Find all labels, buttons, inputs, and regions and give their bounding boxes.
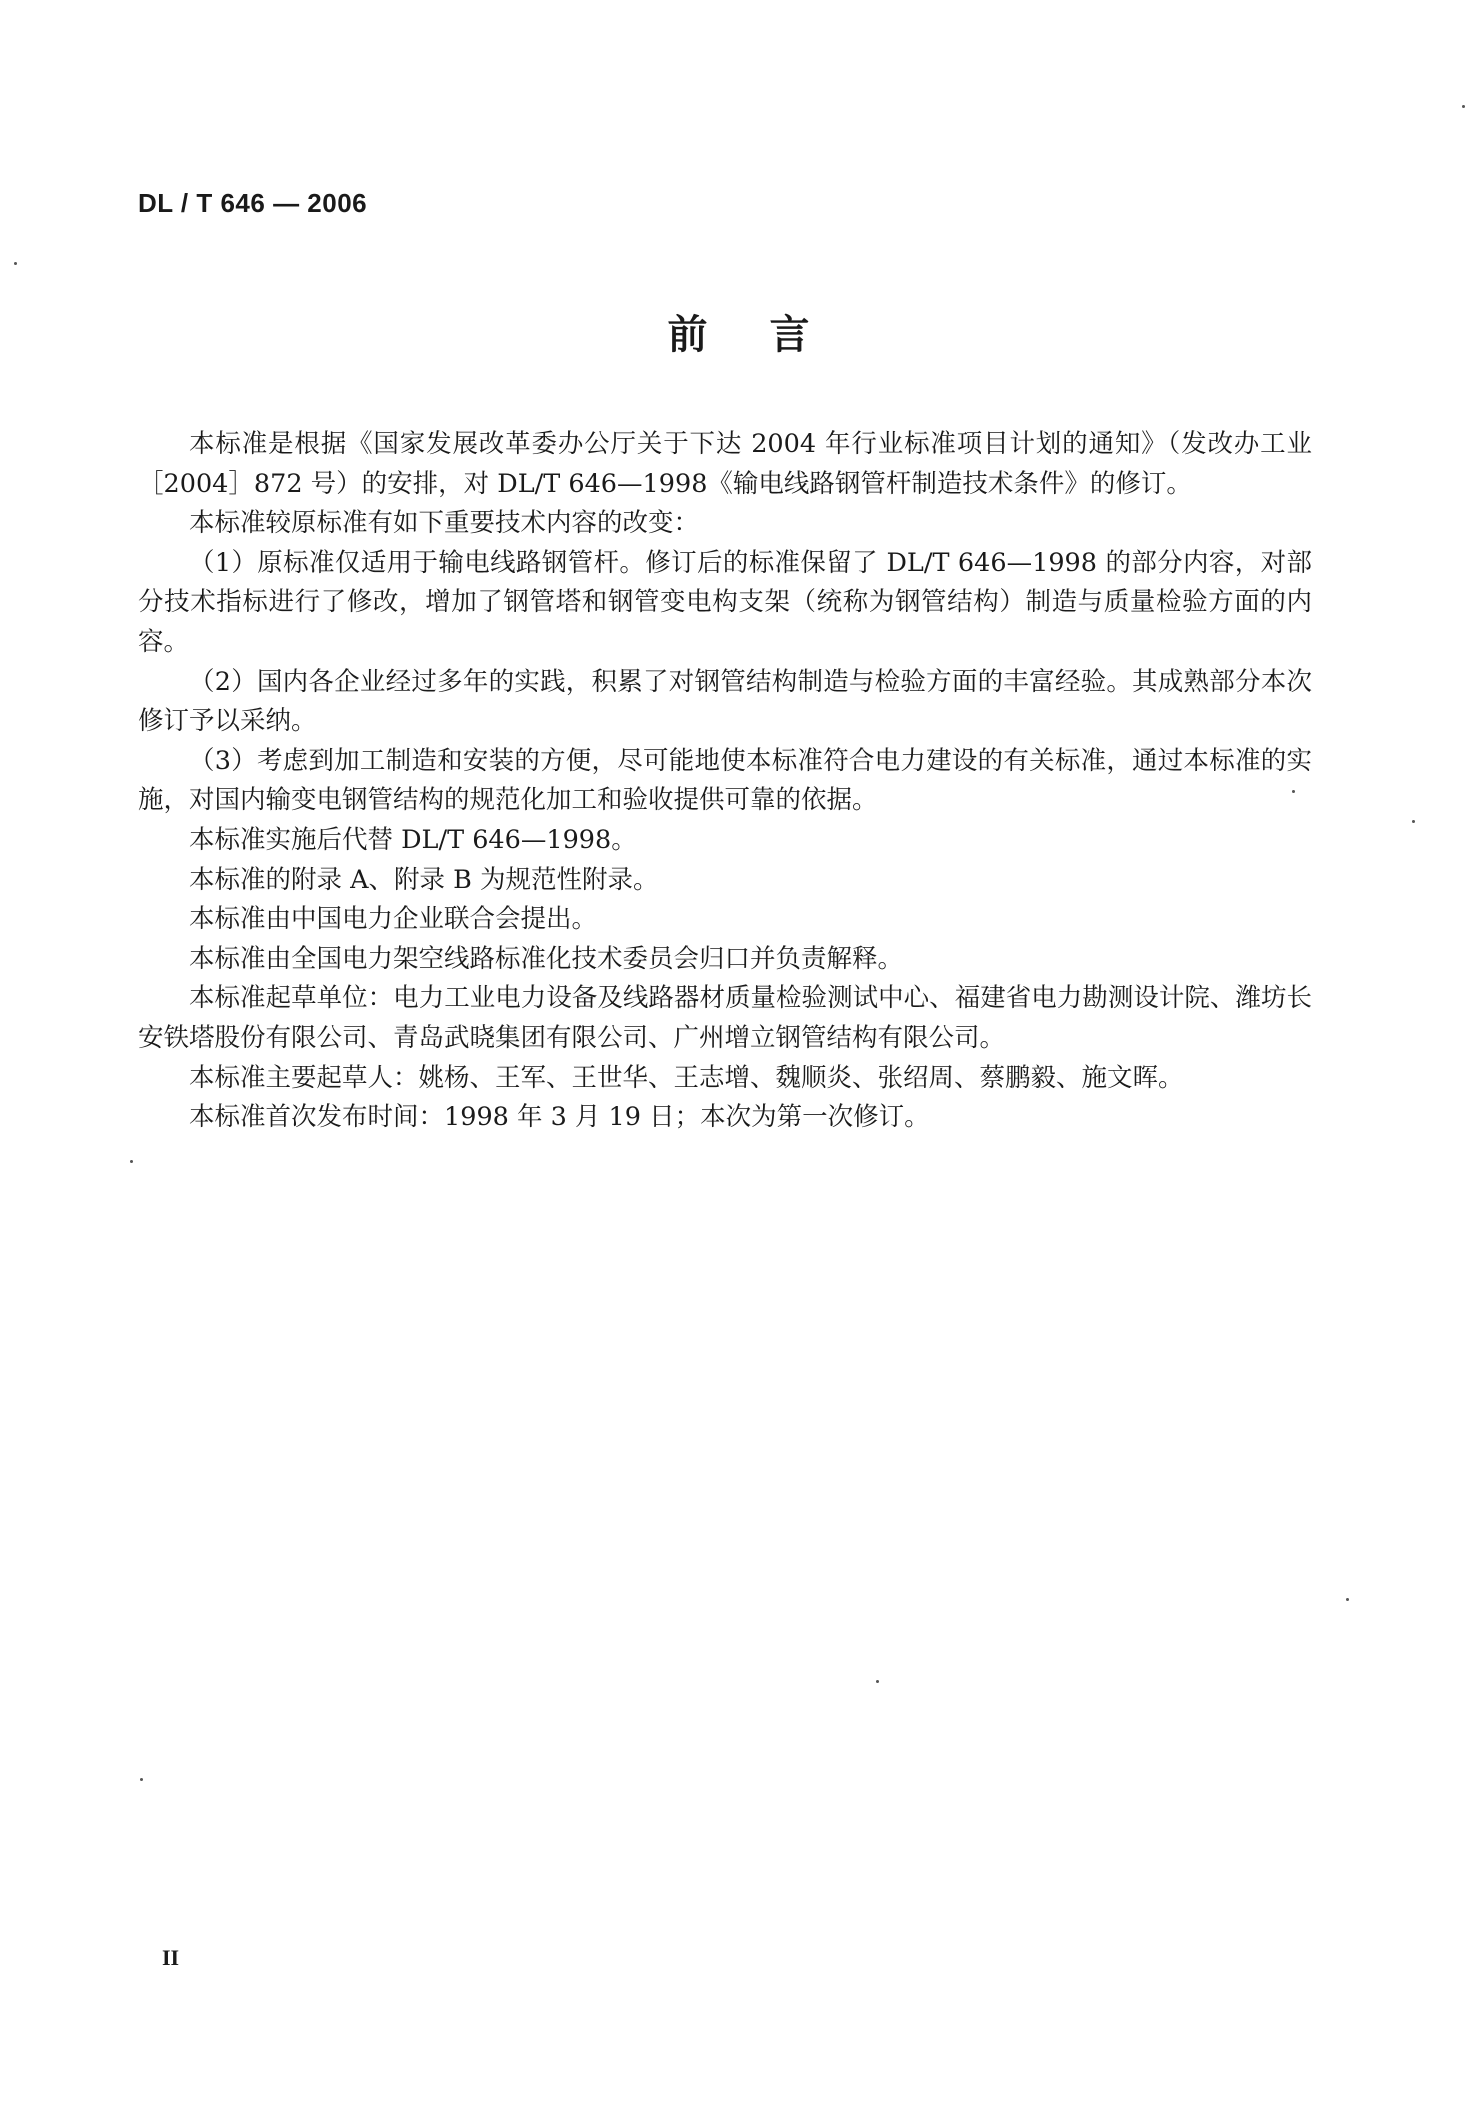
page-title: 前言 xyxy=(667,312,872,358)
paragraph-changes-intro: 本标准较原标准有如下重要技术内容的改变： xyxy=(189,508,700,539)
scan-speck xyxy=(1462,105,1465,108)
scan-speck xyxy=(1292,790,1295,793)
paragraph-change-3: （3）考虑到加工制造和安装的方便，尽可能地使本标准符合电力建设的有关标准，通过本标准的实施，对国内输变电钢管结构的规范化加工和验收提供可靠的依据。 xyxy=(138,745,1312,816)
scan-speck xyxy=(130,1160,133,1163)
paragraph-change-1: （1）原标准仅适用于输电线路钢管杆。修订后的标准保留了 DL/T 646—1998 的部分内容，对部分技术指标进行了修改，增加了钢管塔和钢管变电构支架（统称为钢管结构）制造与质量检验方面的内容。 xyxy=(138,547,1312,657)
paragraph-basis: 本标准是根据《国家发展改革委办公厅关于下达 2004 年行业标准项目计划的通知》（发改办工业［2004］872 号）的安排，对 DL/T 646—1998《输电线路钢管杆制造技术条件》的修订。 xyxy=(138,429,1312,499)
page-number: II xyxy=(162,1945,180,1970)
scan-speck xyxy=(14,262,17,265)
scan-speck xyxy=(1346,1598,1349,1601)
standard-code: DL / T 646 — 2006 xyxy=(138,188,368,218)
scan-speck xyxy=(1412,820,1415,823)
scan-speck xyxy=(140,1778,143,1781)
paragraph-drafters: 本标准主要起草人：姚杨、王军、王世华、王志增、魏顺炎、张绍周、蔡鹏毅、施文晖。 xyxy=(189,1062,1184,1093)
scan-speck xyxy=(876,1680,879,1683)
paragraph-first-release: 本标准首次发布时间：1998 年 3 月 19 日；本次为第一次修订。 xyxy=(189,1102,930,1133)
paragraph-drafting-units: 本标准起草单位：电力工业电力设备及线路器材质量检验测试中心、福建省电力勘测设计院、潍坊长安铁塔股份有限公司、青岛武晓集团有限公司、广州增立钢管结构有限公司。 xyxy=(138,983,1312,1053)
paragraph-interpretation: 本标准由全国电力架空线路标准化技术委员会归口并负责解释。 xyxy=(189,943,904,974)
paragraph-replacement: 本标准实施后代替 DL/T 646—1998。 xyxy=(189,824,637,855)
foreword-body xyxy=(138,425,1312,1138)
paragraph-annexes: 本标准的附录 A、附录 B 为规范性附录。 xyxy=(189,864,659,895)
paragraph-proposer: 本标准由中国电力企业联合会提出。 xyxy=(189,904,598,935)
paragraph-change-2: （2）国内各企业经过多年的实践，积累了对钢管结构制造与检验方面的丰富经验。其成熟部分本次修订予以采纳。 xyxy=(138,666,1312,737)
